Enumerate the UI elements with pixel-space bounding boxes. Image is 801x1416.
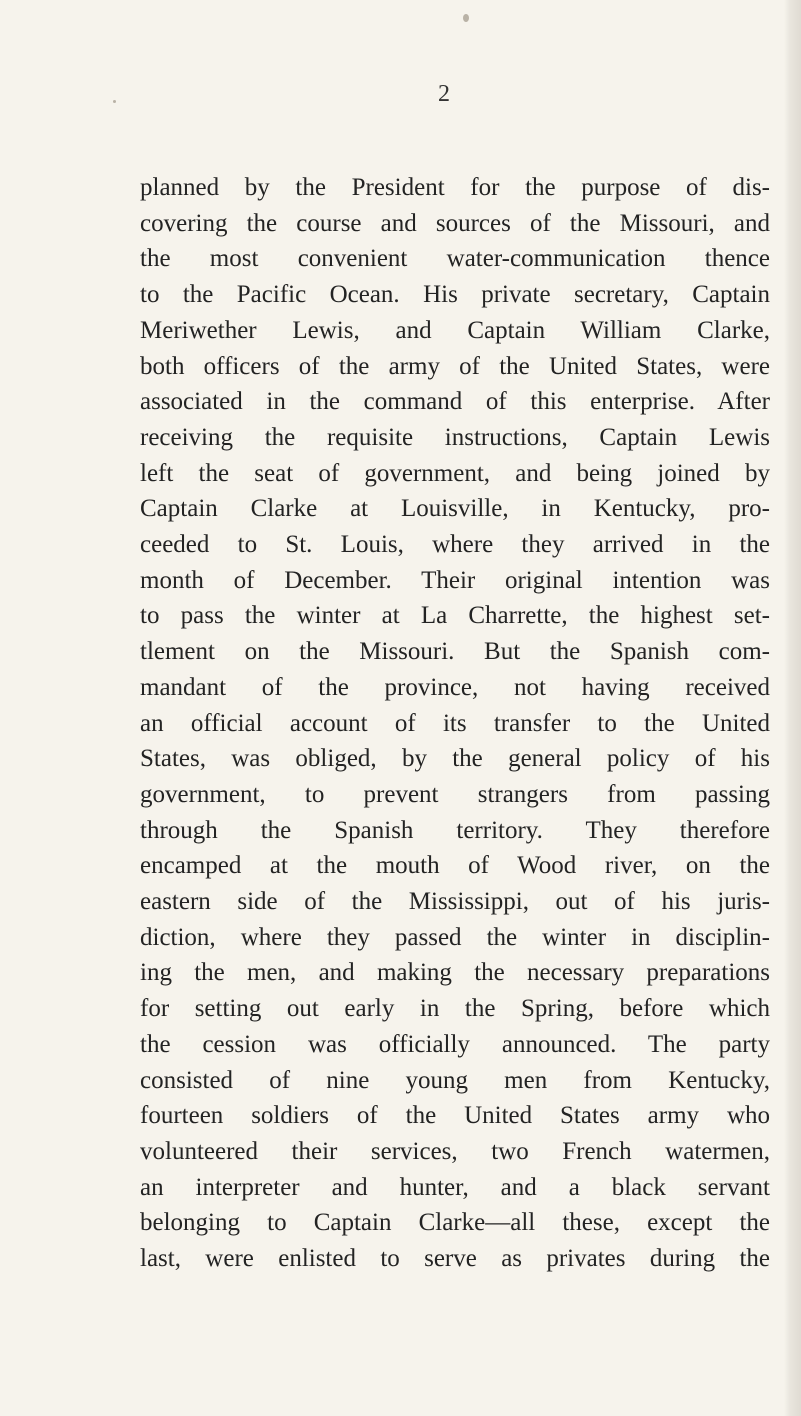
text-line: the most convenient water-communication thence	[140, 245, 770, 273]
text-line: encamped at the mouth of Wood river, on the	[140, 852, 770, 880]
text-line: volunteered their services, two French watermen,	[140, 1137, 770, 1165]
text-line: month of December. Their original intention was	[140, 566, 770, 594]
text-line: mandant of the province, not having received	[140, 673, 770, 701]
text-line: planned by the President for the purpose of dis-	[140, 174, 770, 201]
text-line: Captain Clarke at Louisville, in Kentucky, pro-	[140, 495, 770, 523]
text-line: government, to prevent strangers from passing	[140, 780, 770, 808]
text-line: ing the men, and making the necessary preparations	[140, 959, 770, 987]
paper-speck	[113, 100, 116, 103]
text-line: eastern side of the Mississippi, out of his juris-	[140, 888, 770, 916]
text-line: associated in the command of this enterprise. After	[140, 388, 770, 416]
text-line: the cession was officially announced. The party	[140, 1030, 770, 1058]
text-line: for setting out early in the Spring, before which	[140, 995, 770, 1023]
text-line: both officers of the army of the United States, were	[140, 352, 770, 380]
text-line: to the Pacific Ocean. His private secretary, Captain	[140, 281, 770, 309]
text-line: through the Spanish territory. They therefore	[140, 816, 770, 844]
text-line: receiving the requisite instructions, Captain Lewis	[140, 423, 770, 451]
page-number: 2	[438, 81, 450, 107]
text-line: Meriwether Lewis, and Captain William Clarke,	[140, 316, 770, 344]
body-text	[140, 170, 770, 1277]
paper-speck	[463, 14, 469, 22]
text-line: ceeded to St. Louis, where they arrived in the	[140, 531, 770, 559]
text-line: fourteen soldiers of the United States army who	[140, 1102, 770, 1130]
text-line: States, was obliged, by the general policy of his	[140, 745, 770, 773]
text-line: left the seat of government, and being joined by	[140, 459, 770, 487]
text-line: last, were enlisted to serve as privates during the	[140, 1245, 770, 1273]
text-line: to pass the winter at La Charrette, the highest set-	[140, 602, 770, 630]
text-line: belonging to Captain Clarke—all these, except the	[140, 1209, 770, 1237]
text-line: an official account of its transfer to the United	[140, 709, 770, 737]
text-line: tlement on the Missouri. But the Spanish com-	[140, 638, 770, 666]
text-line: an interpreter and hunter, and a black servant	[140, 1173, 770, 1201]
text-line: diction, where they passed the winter in disciplin-	[140, 923, 770, 951]
text-line: covering the course and sources of the Missouri, and	[140, 209, 770, 237]
text-line: consisted of nine young men from Kentucky,	[140, 1066, 770, 1094]
